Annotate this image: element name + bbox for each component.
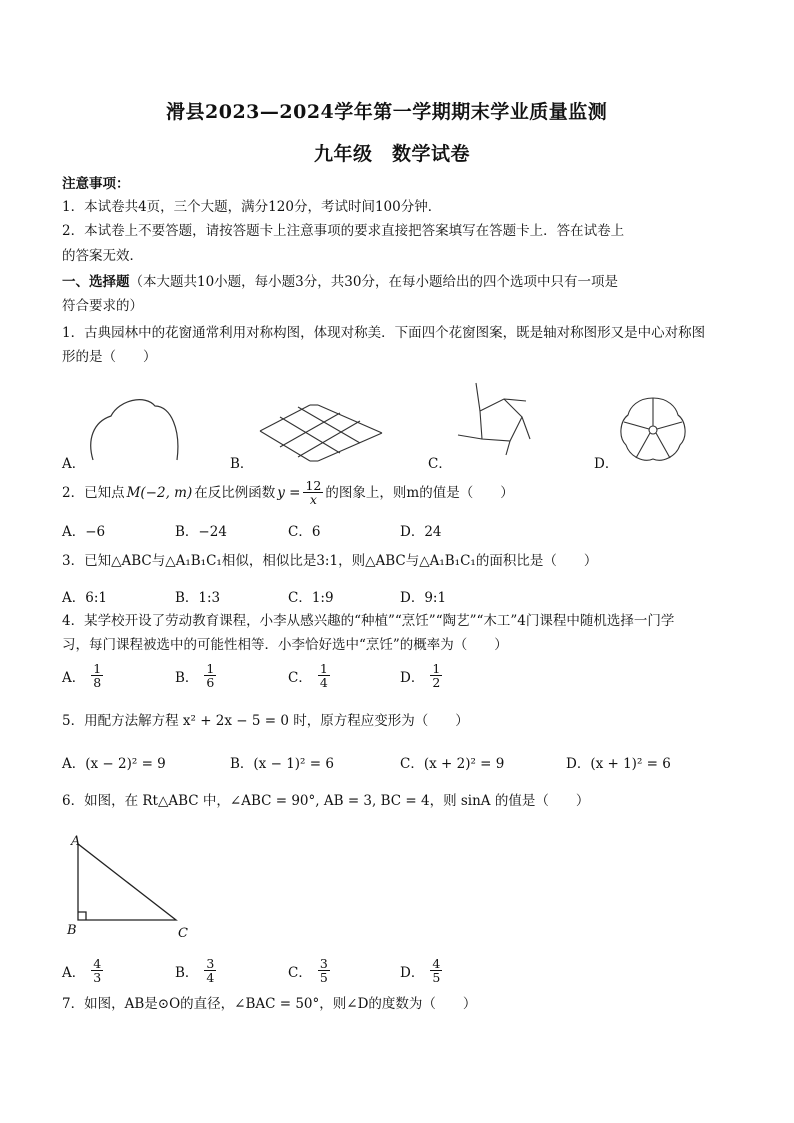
- q4-option-d-label: D．: [400, 669, 425, 686]
- q6-option-c-num: 3: [319, 956, 328, 971]
- q4-option-c: [288, 662, 330, 689]
- q6-triangle-figure: [64, 834, 194, 944]
- q6-option-b-num: 3: [206, 956, 215, 971]
- q6-option-d: [400, 957, 442, 984]
- q4-option-c-num: 1: [319, 661, 328, 676]
- q1-option-b-label: B．: [230, 456, 254, 472]
- q5-question: 5．用配方法解方程 x² + 2x − 5 = 0 时，原方程应变形为（ ）: [62, 713, 469, 729]
- q1-option-d-label: D．: [594, 456, 619, 472]
- notes-item-1: 1．本试卷共4页，三个大题，满分120分，考试时间100分钟．: [62, 199, 442, 215]
- q1-line-2: 形的是（ ）: [62, 349, 157, 365]
- q1-figure-c: [450, 383, 540, 463]
- q6-option-c-fraction: [318, 957, 330, 984]
- q3-option-b: B．1:3: [175, 590, 221, 606]
- q2-func-lhs: y =: [277, 484, 301, 501]
- q1-figure-a: [85, 392, 185, 462]
- q1-option-a-label: A．: [62, 456, 86, 472]
- q6-question: 6．如图，在 Rt△ABC 中，∠ABC = 90°, AB = 3, BC = 4，则 sinA 的值是（ ）: [62, 793, 590, 809]
- q4-option-b: [175, 662, 216, 689]
- q6-vertex-a: A: [71, 834, 81, 849]
- q2-option-b: B．−24: [175, 524, 227, 540]
- q4-option-b-fraction: [204, 662, 216, 689]
- section-1-heading: 一、选择题: [62, 274, 130, 290]
- q2-question: [62, 479, 514, 506]
- q2-suffix: 的图象上，则m的值是（ ）: [325, 484, 514, 501]
- q2-func-den: x: [309, 492, 317, 507]
- q5-option-c: C．(x + 2)² = 9: [400, 756, 505, 772]
- q4-option-c-label: C．: [288, 669, 312, 686]
- q4-option-b-num: 1: [206, 661, 215, 676]
- q6-option-b: [175, 957, 216, 984]
- section-1-desc-2: 符合要求的）: [62, 298, 143, 314]
- q2-point: M(−2, m): [126, 484, 193, 501]
- q2-option-a: A．−6: [62, 524, 106, 540]
- q6-option-a-label: A．: [62, 964, 86, 981]
- q5-option-b: B．(x − 1)² = 6: [230, 756, 334, 772]
- q4-option-a-num: 1: [93, 661, 102, 676]
- notes-heading: 注意事项：: [62, 176, 130, 192]
- section-1-header: [62, 272, 618, 292]
- q1-option-c-label: C．: [428, 456, 452, 472]
- q7-question: 7．如图，AB是⊙O的直径，∠BAC = 50°，则∠D的度数为（ ）: [62, 996, 477, 1012]
- q4-option-c-den: 4: [319, 675, 328, 690]
- q4-option-d-fraction: [430, 662, 442, 689]
- q3-question: 3．已知△ABC与△A₁B₁C₁相似，相似比是3:1，则△ABC与△A₁B₁C₁的面积比是（ ）: [62, 553, 598, 569]
- q3-option-c: C．1:9: [288, 590, 334, 606]
- q4-option-a-den: 8: [93, 675, 102, 690]
- q4-option-d: [400, 662, 442, 689]
- q3-option-a: A．6:1: [62, 590, 107, 606]
- q4-line-1: 4．某学校开设了劳动教育课程，小李从感兴趣的“种植”“烹饪”“陶艺”“木工”4门课程中随机选择一门学: [62, 613, 675, 629]
- q2-func-num: 12: [305, 478, 322, 493]
- q6-option-c: [288, 957, 330, 984]
- q4-option-c-fraction: [318, 662, 330, 689]
- notes-item-2-line-1: 2．本试卷上不要答题，请按答题卡上注意事项的要求直接把答案填写在答题卡上．答在试卷上: [62, 223, 625, 239]
- exam-subtitle: 九年级 数学试卷: [314, 143, 471, 165]
- section-1-desc-1: （本大题共10小题，每小题3分，共30分，在每小题给出的四个选项中只有一项是: [129, 274, 618, 290]
- q6-option-c-label: C．: [288, 964, 312, 981]
- q6-option-a-den: 3: [93, 970, 102, 985]
- q6-option-a: [62, 957, 103, 984]
- q6-option-a-fraction: [91, 957, 103, 984]
- q1-figure-b: [258, 403, 388, 463]
- q4-option-b-den: 6: [206, 675, 215, 690]
- q4-option-a-fraction: [91, 662, 103, 689]
- q2-prefix: 2．已知点: [62, 484, 125, 501]
- exam-title: 滑县2023—2024学年第一学期期末学业质量监测: [166, 101, 608, 123]
- q6-option-b-label: B．: [175, 964, 199, 981]
- q6-option-d-fraction: [430, 957, 442, 984]
- q4-option-d-den: 2: [432, 675, 441, 690]
- q6-option-d-num: 4: [432, 956, 441, 971]
- q3-option-d: D．9:1: [400, 590, 447, 606]
- q2-option-c: C．6: [288, 524, 321, 540]
- q6-option-d-den: 5: [432, 970, 441, 985]
- q6-option-d-label: D．: [400, 964, 425, 981]
- q5-option-d: D．(x + 1)² = 6: [566, 756, 671, 772]
- q6-option-b-den: 4: [206, 970, 215, 985]
- q2-middle: 在反比例函数: [194, 484, 276, 501]
- q6-option-c-den: 5: [319, 970, 328, 985]
- q4-line-2: 习，每门课程被选中的可能性相等．小李恰好选中“烹饪”的概率为（ ）: [62, 637, 508, 653]
- q5-option-a: A．(x − 2)² = 9: [62, 756, 166, 772]
- q6-option-a-num: 4: [93, 956, 102, 971]
- q4-option-d-num: 1: [432, 661, 441, 676]
- q4-option-a-label: A．: [62, 669, 86, 686]
- q6-vertex-b: B: [67, 923, 77, 938]
- q2-func-fraction: [303, 479, 323, 506]
- q6-option-b-fraction: [204, 957, 216, 984]
- q1-line-1: 1．古典园林中的花窗通常利用对称构图，体现对称美．下面四个花窗图案，既是轴对称图形又是中心对称图: [62, 325, 706, 341]
- q1-figure-d: [618, 395, 688, 465]
- notes-item-2-line-2: 的答案无效．: [62, 248, 143, 264]
- q4-option-b-label: B．: [175, 669, 199, 686]
- q4-option-a: [62, 662, 103, 689]
- q6-vertex-c: C: [178, 926, 188, 941]
- q2-option-d: D．24: [400, 524, 442, 540]
